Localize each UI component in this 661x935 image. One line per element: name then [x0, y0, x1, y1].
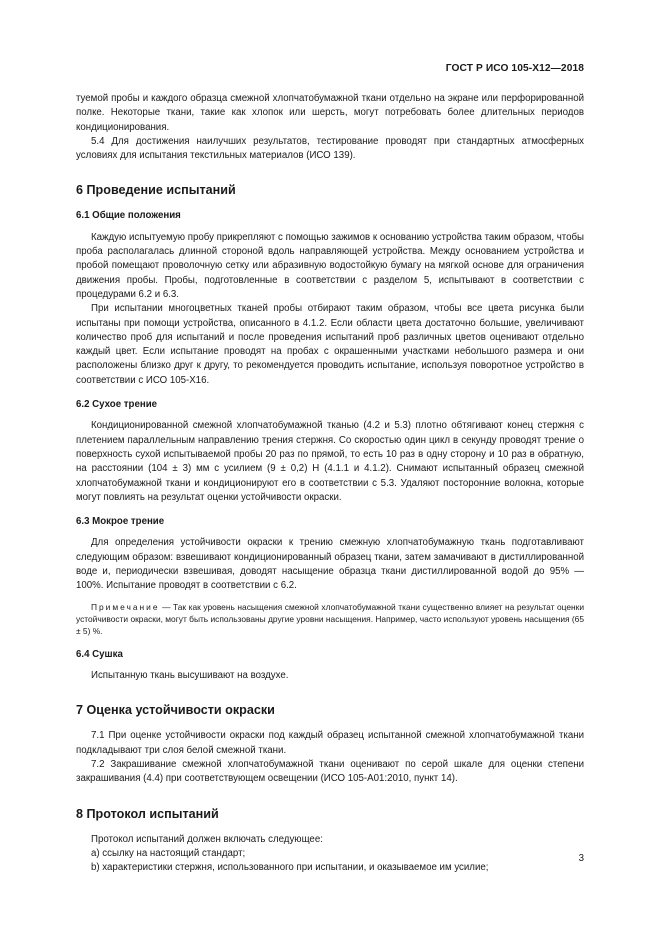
paragraph: 5.4 Для достижения наилучших результатов, тестирование проводят при стандартных атмосферных условиях для испытания текстильных материалов (ИСО 139). [76, 135, 584, 162]
section-6-title: 6 Проведение испытаний [76, 183, 236, 198]
note-label: Примечание [91, 601, 160, 612]
list-item: b) характеристики стержня, использованного при испытании, и оказываемое им усилие; [91, 862, 489, 874]
paragraph: 7.1 При оценке устойчивости окраски под каждый образец испытанной смежной хлопчатобумажной ткани подкладывают три слоя белой смежной ткани. [76, 730, 584, 756]
subsection-6-3-title: 6.3 Мокрое трение [76, 516, 165, 528]
paragraph: Протокол испытаний должен включать следующее: [91, 833, 323, 845]
page-number: 3 [578, 853, 584, 864]
paragraph: При испытании многоцветных тканей пробы отбирают таким образом, чтобы все цвета рисунка были испытаны при помощи устройства, описанного в 4.1.2. Если области цвета достаточно большие, увеличивают количество проб для испытаний и после проведения испытаний проб различных цветов оценивают отдельно каждый цвет. Если испытание проводят на пробах с окрашенными участками небольшого размера и они расположены близко друг к другу, то рекомендуется проводить испытание, используя поворотное устройство в соответствии с ИСО 105-X16. [76, 303, 584, 386]
note [76, 601, 584, 638]
paragraph: Испытанную ткань высушивают на воздухе. [91, 670, 289, 682]
subsection-6-4-title: 6.4 Сушка [76, 648, 123, 660]
document-code: ГОСТ Р ИСО 105-X12—2018 [445, 63, 584, 74]
section-8-title: 8 Протокол испытаний [76, 806, 219, 821]
section-7-title: 7 Оценка устойчивости окраски [76, 703, 275, 718]
subsection-6-2-title: 6.2 Сухое трение [76, 399, 158, 411]
paragraph: Для определения устойчивости окраски к трению смежную хлопчатобумажную ткань подготавливают следующим образом: взвешивают кондиционированный образец ткани, затем замачивают в дистиллированной воде и, периодически взвешивая, доводят насыщение образца ткани дистиллированной водой до 95% — 100%. Испытание проводят в соответствии с 6.2. [76, 537, 584, 592]
paragraph: Каждую испытуемую пробу прикрепляют с помощью зажимов к основанию устройства таким образом, чтобы проба располагалась длинной стороной вдоль направляющей устройства. Между основанием устройства и пробой помещают проволочную сетку или абразивную водостойкую бумагу на мягкой основе для ограничения движения пробы. Пробы, подготовленные в соответствии с разделом 5, испытывают в соответствии с процедурами 6.2 и 6.3. [76, 231, 584, 300]
note-text: — Так как уровень насыщения смежной хлопчатобумажной ткани существенно влияет на результат оценки устойчивости окраски, могут быть использованы другие уровни насыщения. Например, часто используют уровень насыщения (65 ± 5) %. [76, 601, 584, 637]
paragraph: 7.2 Закрашивание смежной хлопчатобумажной ткани оценивают по серой шкале для оценки степени закрашивания (4.4) при соответствующем освещении (ИСО 105-A01:2010, пункт 14). [76, 759, 584, 785]
list-item: a) ссылку на настоящий стандарт; [91, 847, 246, 859]
paragraph: туемой пробы и каждого образца смежной хлопчатобумажной ткани отдельно на экране или перфорированной полке. Некоторые ткани, такие как хлопок или шерсть, могут потребовать более длительных периодов кондиционирования. [76, 93, 584, 133]
paragraph: Кондиционированной смежной хлопчатобумажной тканью (4.2 и 5.3) плотно обтягивают конец стержня с плетением параллельным направлению трения стержня. Со скоростью один цикл в секунду проводят трение о поверхность сухой испытываемой пробы 20 раз по прямой, то есть 10 раз в одну сторону и 10 раз в обратную, на расстоянии (104 ± 3) мм с усилием (9 ± 0,2) Н (4.1.1 и 4.1.2). Снимают испытанный образец смежной хлопчатобумажной ткани и кондиционируют его в соответствии с 5.3. Удаляют посторонние волокна, которые могут повлиять на результат оценки устойчивости окраски. [76, 420, 584, 503]
subsection-6-1-title: 6.1 Общие положения [76, 210, 181, 222]
document-body [76, 92, 584, 876]
